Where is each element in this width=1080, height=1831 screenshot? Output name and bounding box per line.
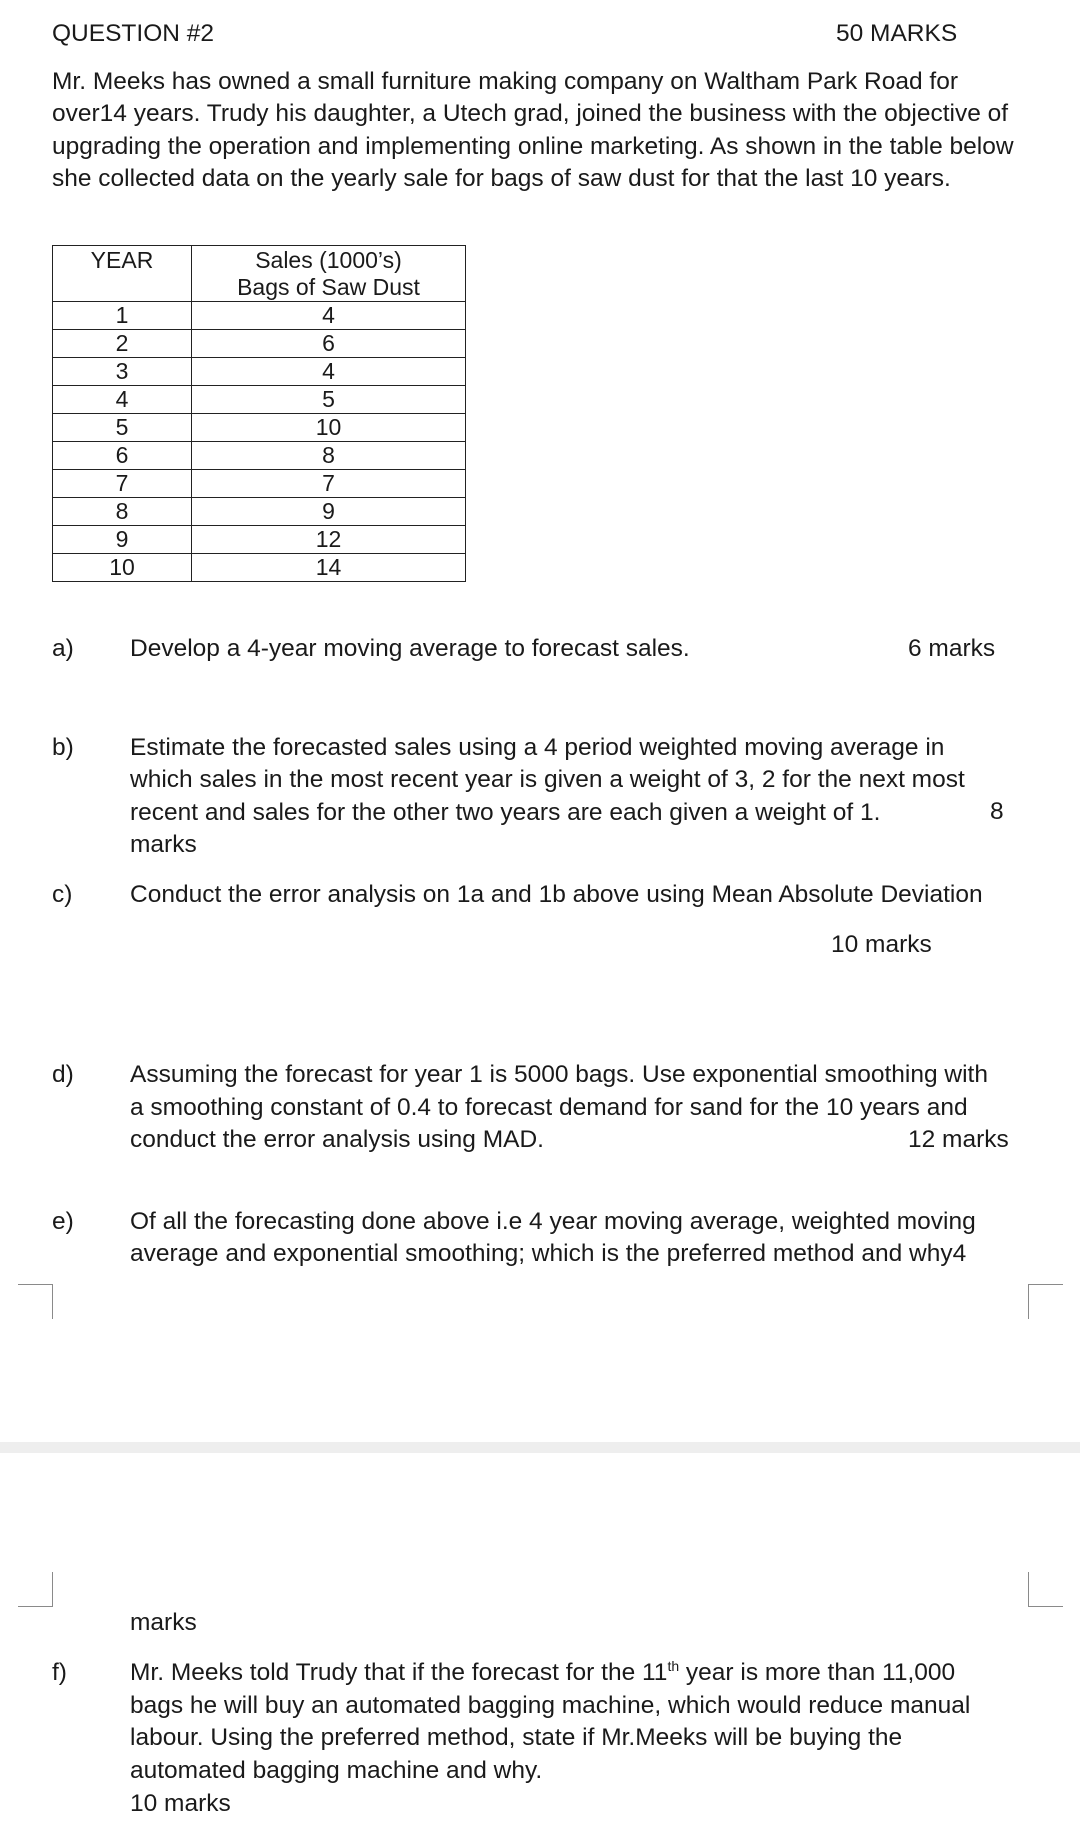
crop-mark-bottom-left <box>18 1572 53 1607</box>
crop-mark-top-left <box>18 1284 53 1319</box>
table-row <box>53 386 466 414</box>
year-cell: 1 <box>53 302 192 330</box>
year-cell: 5 <box>53 414 192 442</box>
question-f-marks: 10 marks <box>130 1790 231 1817</box>
question-d-label: d) <box>52 1061 74 1088</box>
question-title: QUESTION #2 <box>52 20 215 47</box>
sales-cell: 5 <box>192 386 466 414</box>
question-b-marks-word: marks <box>130 831 197 858</box>
question-e-label: e) <box>52 1208 74 1235</box>
question-a-label: a) <box>52 635 74 662</box>
table-row <box>53 302 466 330</box>
question-f-text-pre: Mr. Meeks told Trudy that if the forecast for the 11 <box>130 1659 668 1686</box>
sales-cell: 14 <box>192 554 466 582</box>
question-f-text-rest: bags he will buy an automated bagging machine, which would reduce manual labour. Using the preferred method, state if Mr.Meeks will be buying the automated bagging machine and why. <box>130 1692 971 1784</box>
sales-cell: 10 <box>192 414 466 442</box>
question-f-line1 <box>130 1657 955 1689</box>
question-c-marks: 10 marks <box>831 931 932 958</box>
question-c-text: Conduct the error analysis on 1a and 1b above using Mean Absolute Deviation <box>130 881 983 908</box>
col-sales-header-line2: Bags of Saw Dust <box>237 274 420 300</box>
col-year-header: YEAR <box>53 246 192 302</box>
sales-cell: 4 <box>192 302 466 330</box>
sales-cell: 4 <box>192 358 466 386</box>
question-b-text: Estimate the forecasted sales using a 4 period weighted moving average in which sales in the most recent year is given a weight of 3, 2 for the next most recent and sales for the other two years are each given a weight of 1. <box>130 734 965 826</box>
sales-cell: 6 <box>192 330 466 358</box>
sales-table <box>52 245 466 582</box>
crop-mark-bottom-right <box>1028 1572 1063 1607</box>
col-sales-header <box>192 246 466 302</box>
crop-mark-top-right <box>1028 1284 1063 1319</box>
sales-cell: 9 <box>192 498 466 526</box>
table-row <box>53 414 466 442</box>
year-cell: 7 <box>53 470 192 498</box>
sales-cell: 12 <box>192 526 466 554</box>
question-f-label: f) <box>52 1659 67 1686</box>
year-cell: 10 <box>53 554 192 582</box>
question-d-marks: 12 marks <box>908 1126 1009 1153</box>
total-marks: 50 MARKS <box>836 20 958 47</box>
sales-cell: 7 <box>192 470 466 498</box>
sales-cell: 8 <box>192 442 466 470</box>
question-e-line2: average and exponential smoothing; which is the preferred method and why4 <box>130 1240 967 1267</box>
question-a-text: Develop a 4-year moving average to forecast sales. <box>130 635 690 662</box>
table-header-row <box>53 246 466 302</box>
year-cell: 2 <box>53 330 192 358</box>
question-d-line1: Assuming the forecast for year 1 is 5000 bags. Use exponential smoothing with <box>130 1061 988 1088</box>
col-sales-header-line1: Sales (1000’s) <box>255 247 402 273</box>
table-row <box>53 442 466 470</box>
question-f-superscript: th <box>667 1657 680 1674</box>
table-row <box>53 526 466 554</box>
question-c-label: c) <box>52 881 73 908</box>
question-d-line3: conduct the error analysis using MAD. <box>130 1126 544 1153</box>
table-row <box>53 554 466 582</box>
question-e-marks-word: marks <box>130 1609 197 1636</box>
year-cell: 8 <box>53 498 192 526</box>
table-row <box>53 470 466 498</box>
question-b-marks-number: 8 <box>990 798 1004 825</box>
table-row <box>53 498 466 526</box>
question-b-label: b) <box>52 734 74 761</box>
table-row <box>53 330 466 358</box>
year-cell: 4 <box>53 386 192 414</box>
page-separator <box>0 1442 1080 1453</box>
question-d-line2: a smoothing constant of 0.4 to forecast demand for sand for the 10 years and <box>130 1094 968 1121</box>
question-a-marks: 6 marks <box>908 635 996 662</box>
year-cell: 3 <box>53 358 192 386</box>
year-cell: 6 <box>53 442 192 470</box>
intro-paragraph: Mr. Meeks has owned a small furniture making company on Waltham Park Road for over14 years. Trudy his daughter, a Utech grad, joined the business with the objective of upgrading the operation and implementing online marketing. As shown in the table below she collected data on the yearly sale for bags of saw dust for that the last 10 years. <box>52 68 1014 193</box>
question-e-line1: Of all the forecasting done above i.e 4 year moving average, weighted moving <box>130 1208 976 1235</box>
question-f-text-post: year is more than 11,000 <box>679 1659 956 1686</box>
year-cell: 9 <box>53 526 192 554</box>
table-row <box>53 358 466 386</box>
